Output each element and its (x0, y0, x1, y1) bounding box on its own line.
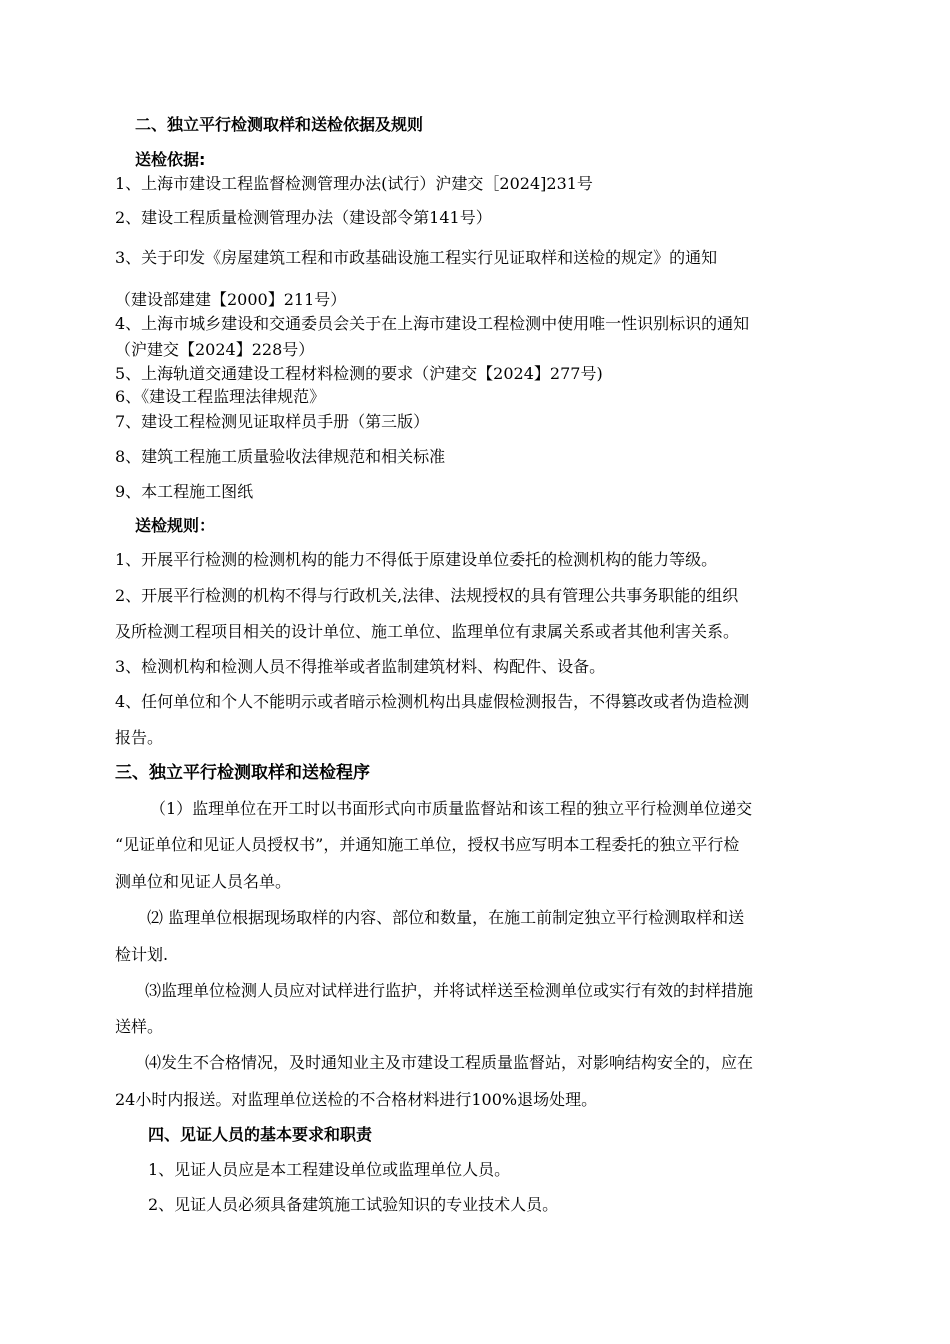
rule-item: 1、开展平行检测的检测机构的能力不得低于原建设单位委托的检测机构的能力等级。 (115, 550, 718, 569)
section4-heading: 四、见证人员的基本要求和职责 (148, 1125, 373, 1144)
basis-item: 1、上海市建设工程监督检测管理办法(试行）沪建交［2024]231号 (115, 174, 593, 193)
section3-paragraph-line: “见证单位和见证人员授权书”，并通知施工单位，授权书应写明本工程委托的独立平行检 (115, 835, 740, 854)
basis-item: 2、建设工程质量检测管理办法（建设部令第141号） (115, 208, 492, 227)
rule-item: 4、任何单位和个人不能明示或者暗示检测机构出具虚假检测报告，不得篡改或者伪造检测 (115, 692, 750, 711)
section3-paragraph-line: 测单位和见证人员名单。 (115, 872, 292, 891)
section3-paragraph-line: ⑶监理单位检测人员应对试样进行监护，并将试样送至检测单位或实行有效的封样措施 (145, 981, 754, 1000)
basis-item: 9、本工程施工图纸 (115, 482, 254, 501)
section3-heading: 三、独立平行检测取样和送检程序 (115, 763, 370, 783)
basis-label: 送检依据: (135, 150, 206, 169)
basis-item: 6、《建设工程监理法律规范》 (115, 387, 326, 406)
section4-item: 2、见证人员必须具备建筑施工试验知识的专业技术人员。 (148, 1195, 559, 1214)
section3-paragraph-line: （1）监理单位在开工时以书面形式向市质量监督站和该工程的独立平行检测单位递交 (150, 799, 753, 818)
basis-item: 3、关于印发《房屋建筑工程和市政基础设施工程实行见证取样和送检的规定》的通知 (115, 248, 718, 267)
basis-item: 8、建筑工程施工质量验收法律规范和相关标准 (115, 447, 446, 466)
rule-item: 及所检测工程项目相关的设计单位、施工单位、监理单位有隶属关系或者其他利害关系。 (115, 622, 740, 641)
rule-item: 报告。 (115, 728, 164, 747)
section3-paragraph-line: ⑷发生不合格情况，及时通知业主及市建设工程质量监督站，对影响结构安全的，应在 (145, 1053, 754, 1072)
section2-heading: 二、独立平行检测取样和送检依据及规则 (135, 115, 424, 134)
basis-item: 5、上海轨道交通建设工程材料检测的要求（沪建交【2024】277号) (115, 364, 603, 383)
section3-paragraph-line: ⑵ 监理单位根据现场取样的内容、部位和数量，在施工前制定独立平行检测取样和送 (147, 908, 745, 927)
rule-item: 2、开展平行检测的机构不得与行政机关,法律、法规授权的具有管理公共事务职能的组织 (115, 586, 739, 605)
rule-item: 3、检测机构和检测人员不得推举或者监制建筑材料、构配件、设备。 (115, 657, 606, 676)
section3-paragraph-line: 检计划. (115, 945, 169, 964)
section4-item: 1、见证人员应是本工程建设单位或监理单位人员。 (148, 1160, 511, 1179)
section3-paragraph-line: 送样。 (115, 1017, 164, 1036)
rules-label: 送检规则： (135, 516, 216, 535)
basis-item: 4、上海市城乡建设和交通委员会关于在上海市建设工程检测中使用唯一性识别标识的通知 (115, 314, 750, 333)
basis-item: （沪建交【2024】228号） (115, 340, 315, 359)
section3-paragraph-line: 24小时内报送。对监理单位送检的不合格材料进行100%退场处理。 (115, 1090, 598, 1109)
basis-item: （建设部建建【2000】211号） (115, 290, 347, 309)
basis-item: 7、建设工程检测见证取样员手册（第三版） (115, 412, 430, 431)
